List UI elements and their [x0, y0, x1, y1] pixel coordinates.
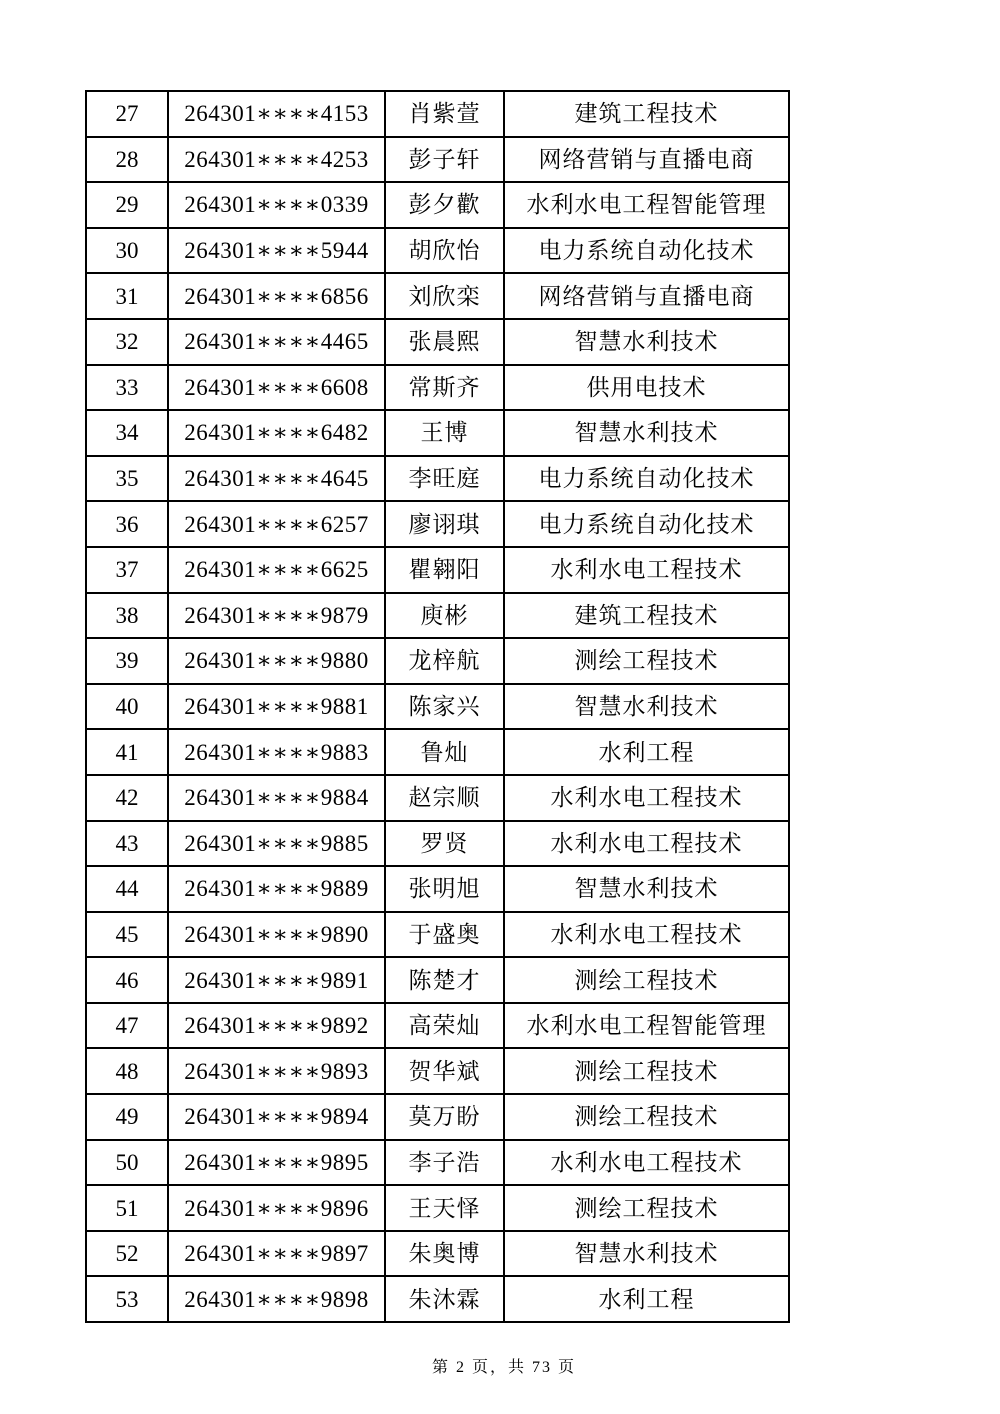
major-cell: 网络营销与直播电商 [504, 273, 789, 319]
name-cell: 庾彬 [385, 593, 504, 639]
name-cell: 朱沐霖 [385, 1276, 504, 1322]
major-cell: 水利工程 [504, 1276, 789, 1322]
name-cell: 贺华斌 [385, 1048, 504, 1094]
table-row [86, 91, 789, 137]
row-number-cell: 48 [86, 1048, 168, 1094]
table-row [86, 273, 789, 319]
masked-id-cell: 264301∗∗∗∗0339 [168, 182, 385, 228]
row-number-cell: 50 [86, 1140, 168, 1186]
table-row [86, 547, 789, 593]
masked-id-cell: 264301∗∗∗∗9885 [168, 821, 385, 867]
row-number-cell: 37 [86, 547, 168, 593]
table-row [86, 365, 789, 411]
masked-id-cell: 264301∗∗∗∗9895 [168, 1140, 385, 1186]
row-number-cell: 45 [86, 912, 168, 958]
table-row [86, 1094, 789, 1140]
table-row [86, 228, 789, 274]
masked-id-cell: 264301∗∗∗∗6625 [168, 547, 385, 593]
name-cell: 常斯齐 [385, 365, 504, 411]
name-cell: 王天怿 [385, 1185, 504, 1231]
row-number-cell: 49 [86, 1094, 168, 1140]
table-row [86, 410, 789, 456]
masked-id-cell: 264301∗∗∗∗6856 [168, 273, 385, 319]
name-cell: 李旺庭 [385, 456, 504, 502]
row-number-cell: 44 [86, 866, 168, 912]
row-number-cell: 27 [86, 91, 168, 137]
name-cell: 张晨熙 [385, 319, 504, 365]
major-cell: 智慧水利技术 [504, 319, 789, 365]
masked-id-cell: 264301∗∗∗∗9897 [168, 1231, 385, 1277]
masked-id-cell: 264301∗∗∗∗9884 [168, 775, 385, 821]
row-number-cell: 46 [86, 957, 168, 1003]
row-number-cell: 51 [86, 1185, 168, 1231]
major-cell: 水利水电工程智能管理 [504, 1003, 789, 1049]
table-row [86, 593, 789, 639]
row-number-cell: 35 [86, 456, 168, 502]
name-cell: 龙梓航 [385, 638, 504, 684]
row-number-cell: 53 [86, 1276, 168, 1322]
row-number-cell: 42 [86, 775, 168, 821]
row-number-cell: 28 [86, 137, 168, 183]
table-row [86, 1231, 789, 1277]
table-row [86, 684, 789, 730]
masked-id-cell: 264301∗∗∗∗9894 [168, 1094, 385, 1140]
row-number-cell: 52 [86, 1231, 168, 1277]
name-cell: 廖诩琪 [385, 501, 504, 547]
name-cell: 李子浩 [385, 1140, 504, 1186]
name-cell: 鲁灿 [385, 729, 504, 775]
major-cell: 智慧水利技术 [504, 1231, 789, 1277]
row-number-cell: 33 [86, 365, 168, 411]
major-cell: 测绘工程技术 [504, 638, 789, 684]
major-cell: 网络营销与直播电商 [504, 137, 789, 183]
masked-id-cell: 264301∗∗∗∗9889 [168, 866, 385, 912]
name-cell: 王博 [385, 410, 504, 456]
major-cell: 测绘工程技术 [504, 1048, 789, 1094]
name-cell: 张明旭 [385, 866, 504, 912]
table-row [86, 912, 789, 958]
table-row [86, 1048, 789, 1094]
major-cell: 测绘工程技术 [504, 957, 789, 1003]
major-cell: 智慧水利技术 [504, 684, 789, 730]
row-number-cell: 31 [86, 273, 168, 319]
table-row [86, 638, 789, 684]
name-cell: 朱奥博 [385, 1231, 504, 1277]
major-cell: 水利水电工程技术 [504, 821, 789, 867]
major-cell: 测绘工程技术 [504, 1094, 789, 1140]
masked-id-cell: 264301∗∗∗∗6608 [168, 365, 385, 411]
table-row [86, 137, 789, 183]
row-number-cell: 32 [86, 319, 168, 365]
masked-id-cell: 264301∗∗∗∗9898 [168, 1276, 385, 1322]
masked-id-cell: 264301∗∗∗∗6257 [168, 501, 385, 547]
masked-id-cell: 264301∗∗∗∗9879 [168, 593, 385, 639]
row-number-cell: 39 [86, 638, 168, 684]
masked-id-cell: 264301∗∗∗∗9883 [168, 729, 385, 775]
row-number-cell: 34 [86, 410, 168, 456]
masked-id-cell: 264301∗∗∗∗9892 [168, 1003, 385, 1049]
row-number-cell: 47 [86, 1003, 168, 1049]
table-row [86, 1003, 789, 1049]
major-cell: 电力系统自动化技术 [504, 501, 789, 547]
name-cell: 陈家兴 [385, 684, 504, 730]
major-cell: 建筑工程技术 [504, 593, 789, 639]
row-number-cell: 30 [86, 228, 168, 274]
table-row [86, 1276, 789, 1322]
table-row [86, 775, 789, 821]
major-cell: 水利工程 [504, 729, 789, 775]
masked-id-cell: 264301∗∗∗∗4253 [168, 137, 385, 183]
row-number-cell: 38 [86, 593, 168, 639]
student-roster-table-body [86, 91, 789, 1322]
name-cell: 陈楚才 [385, 957, 504, 1003]
name-cell: 瞿翱阳 [385, 547, 504, 593]
name-cell: 肖紫萱 [385, 91, 504, 137]
table-row [86, 456, 789, 502]
masked-id-cell: 264301∗∗∗∗9880 [168, 638, 385, 684]
masked-id-cell: 264301∗∗∗∗4465 [168, 319, 385, 365]
major-cell: 水利水电工程技术 [504, 547, 789, 593]
row-number-cell: 40 [86, 684, 168, 730]
table-row [86, 501, 789, 547]
name-cell: 赵宗顺 [385, 775, 504, 821]
page-number-footer: 第 2 页，共 73 页 [431, 1359, 576, 1376]
name-cell: 刘欣栾 [385, 273, 504, 319]
major-cell: 水利水电工程技术 [504, 912, 789, 958]
row-number-cell: 41 [86, 729, 168, 775]
row-number-cell: 29 [86, 182, 168, 228]
name-cell: 高荣灿 [385, 1003, 504, 1049]
major-cell: 智慧水利技术 [504, 410, 789, 456]
major-cell: 水利水电工程技术 [504, 1140, 789, 1186]
table-row [86, 729, 789, 775]
name-cell: 彭子轩 [385, 137, 504, 183]
name-cell: 胡欣怡 [385, 228, 504, 274]
table-row [86, 866, 789, 912]
row-number-cell: 36 [86, 501, 168, 547]
table-row [86, 1140, 789, 1186]
student-roster-table [85, 90, 790, 1323]
masked-id-cell: 264301∗∗∗∗9891 [168, 957, 385, 1003]
row-number-cell: 43 [86, 821, 168, 867]
masked-id-cell: 264301∗∗∗∗4645 [168, 456, 385, 502]
masked-id-cell: 264301∗∗∗∗9893 [168, 1048, 385, 1094]
name-cell: 莫万盼 [385, 1094, 504, 1140]
name-cell: 罗贤 [385, 821, 504, 867]
major-cell: 智慧水利技术 [504, 866, 789, 912]
table-row [86, 182, 789, 228]
major-cell: 测绘工程技术 [504, 1185, 789, 1231]
table-row [86, 319, 789, 365]
table-row [86, 1185, 789, 1231]
table-row [86, 957, 789, 1003]
major-cell: 水利水电工程智能管理 [504, 182, 789, 228]
masked-id-cell: 264301∗∗∗∗9881 [168, 684, 385, 730]
major-cell: 电力系统自动化技术 [504, 228, 789, 274]
major-cell: 水利水电工程技术 [504, 775, 789, 821]
masked-id-cell: 264301∗∗∗∗9890 [168, 912, 385, 958]
masked-id-cell: 264301∗∗∗∗4153 [168, 91, 385, 137]
major-cell: 电力系统自动化技术 [504, 456, 789, 502]
table-row [86, 821, 789, 867]
masked-id-cell: 264301∗∗∗∗5944 [168, 228, 385, 274]
name-cell: 彭夕歡 [385, 182, 504, 228]
masked-id-cell: 264301∗∗∗∗6482 [168, 410, 385, 456]
name-cell: 于盛奥 [385, 912, 504, 958]
major-cell: 建筑工程技术 [504, 91, 789, 137]
major-cell: 供用电技术 [504, 365, 789, 411]
masked-id-cell: 264301∗∗∗∗9896 [168, 1185, 385, 1231]
